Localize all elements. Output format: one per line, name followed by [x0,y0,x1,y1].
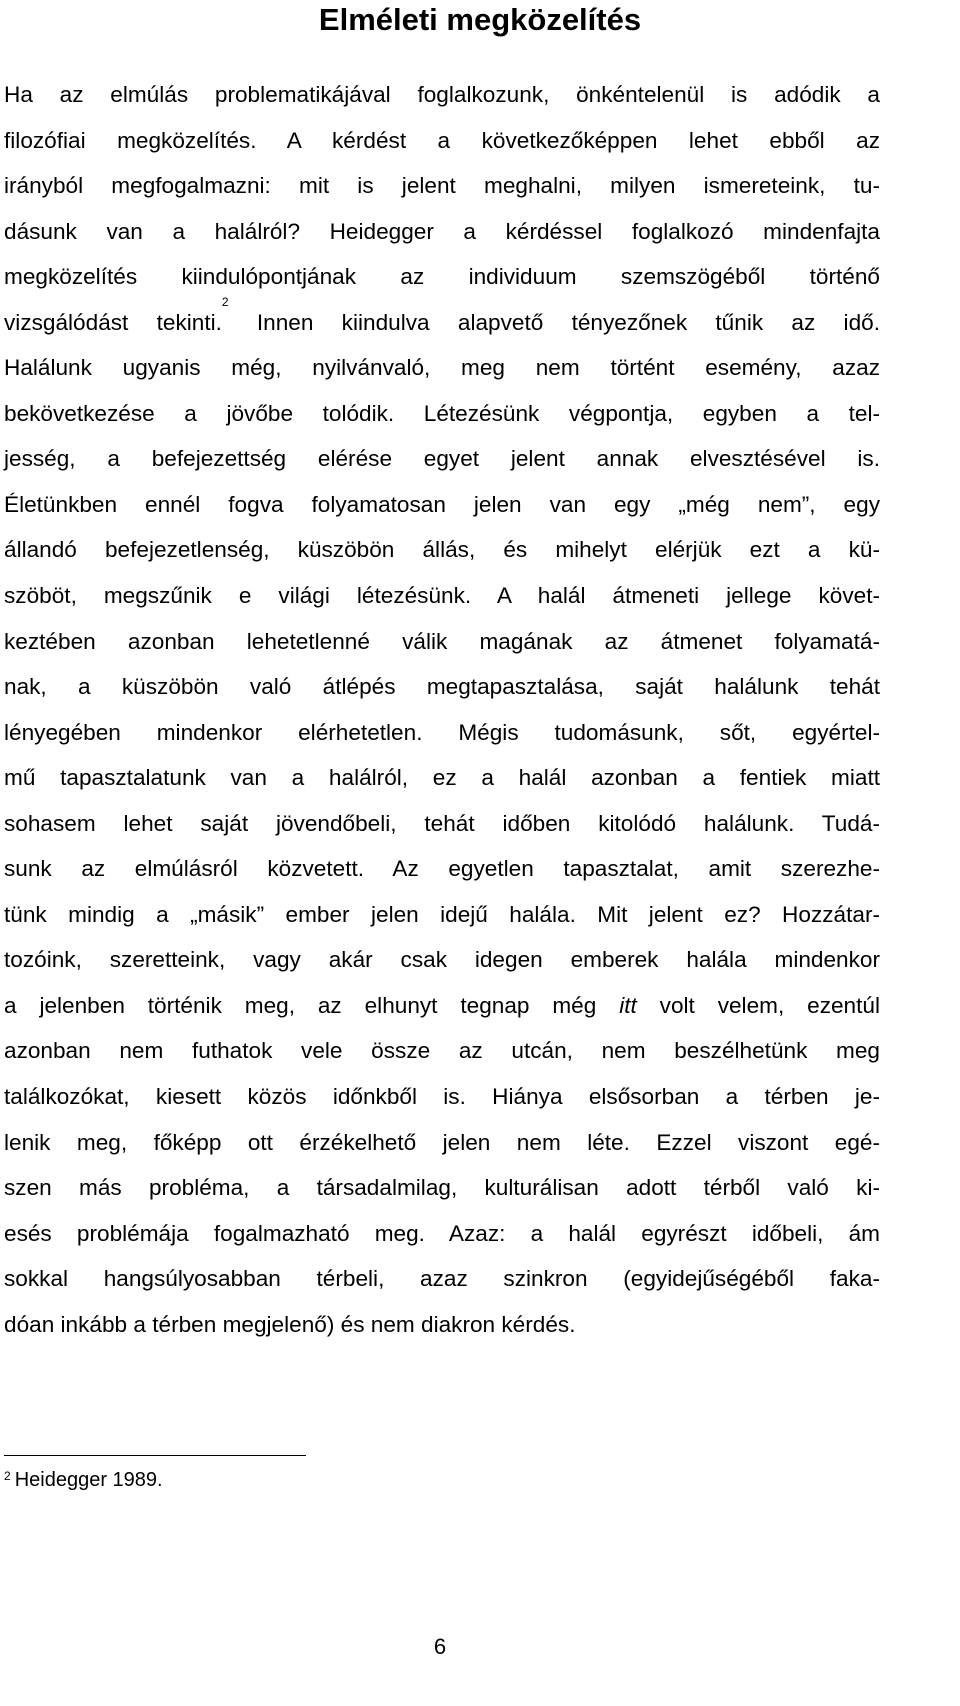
paragraph-line: lényegében mindenkor elérhetetlen. Mégis tudomásunk, sőt, egyértel- [4,719,880,745]
line-segment: volt velem, ezentúl [636,992,880,1018]
page-title: Elméleti megközelítés [318,2,642,37]
footnote [4,1466,163,1494]
paragraph-line: Halálunk ugyanis még, nyilvánvaló, meg nem történt esemény, azaz [4,355,880,381]
paragraph-line: keztében azonban lehetetlenné válik magának az átmenet folyamatá- [4,628,880,654]
line-segment: Innen kiindulva alapvető tényezőnek tűnik az idő. [228,309,880,335]
footnote-divider [4,1455,306,1456]
paragraph-line: lenik meg, főképp ott érzékelhető jelen nem léte. Ezzel viszont egé- [4,1129,880,1155]
paragraph-line: Életünkben ennél fogva folyamatosan jelen van egy „még nem”, egy [4,491,880,517]
line-segment: vizsgálódást tekinti. [4,309,222,335]
paragraph-line: sohasem lehet saját jövendőbeli, tehát időben kitolódó halálunk. Tudá- [4,810,880,836]
paragraph-line: dásunk van a halálról? Heidegger a kérdéssel foglalkozó mindenfajta [4,218,880,244]
paragraph-line: esés problémája fogalmazható meg. Azaz: a halál egyrészt időbeli, ám [4,1220,880,1246]
paragraph-line: irányból megfogalmazni: mit is jelent meghalni, milyen ismereteink, tu- [4,173,880,199]
footnote-reference: 2 [221,294,229,309]
paragraph-line [4,294,880,346]
paragraph-line: szen más probléma, a társadalmilag, kulturálisan adott térből való ki- [4,1175,880,1201]
paragraph-line: mű tapasztalatunk van a halálról, ez a halál azonban a fentiek miatt [4,765,880,791]
paragraph-line: dóan inkább a térben megjelenő) és nem diakron kérdés. [4,1311,576,1337]
paragraph-line: megközelítés kiindulópontjának az individuum szemszögéből történő [4,264,880,290]
footnote-number: 2 [4,1469,11,1483]
line-segment: a jelenben történik meg, az elhunyt tegnap még [4,992,620,1018]
body-paragraph [4,72,880,1347]
paragraph-line: sunk az elmúlásról közvetett. Az egyetlen tapasztalat, amit szerezhe- [4,856,880,882]
paragraph-line: filozófiai megközelítés. A kérdést a következőképpen lehet ebből az [4,127,880,153]
paragraph-line: tünk mindig a „másik” ember jelen idejű halála. Mit jelent ez? Hozzátar- [4,901,880,927]
paragraph-line: állandó befejezetlenség, küszöbön állás, és mihelyt elérjük ezt a kü- [4,537,880,563]
paragraph-line: találkozókat, kiesett közös időnkből is. Hiánya elsősorban a térben je- [4,1084,880,1110]
footnote-text: Heidegger 1989. [14,1469,163,1491]
paragraph-line: sokkal hangsúlyosabban térbeli, azaz szinkron (egyidejűségéből faka- [4,1266,880,1292]
paragraph-line: azonban nem futhatok vele össze az utcán, nem beszélhetünk meg [4,1038,880,1064]
paragraph-line: bekövetkezése a jövőbe tolódik. Létezésünk végpontja, egyben a tel- [4,400,880,426]
paragraph-line: szöböt, megszűnik e világi létezésünk. A halál átmeneti jellege követ- [4,583,880,609]
paragraph-line: Ha az elmúlás problematikájával foglalkozunk, önkéntelenül is adódik a [4,82,880,107]
paragraph-line: nak, a küszöbön való átlépés megtapasztalása, saját halálunk tehát [4,674,880,700]
paragraph-line: jesség, a befejezettség elérése egyet jelent annak elvesztésével is. [4,446,880,472]
paragraph-line: tozóink, szeretteink, vagy akár csak idegen emberek halála mindenkor [4,947,880,973]
page-number: 6 [433,1634,447,1659]
paragraph-line [4,983,880,1029]
emphasized-word: itt [619,992,637,1018]
